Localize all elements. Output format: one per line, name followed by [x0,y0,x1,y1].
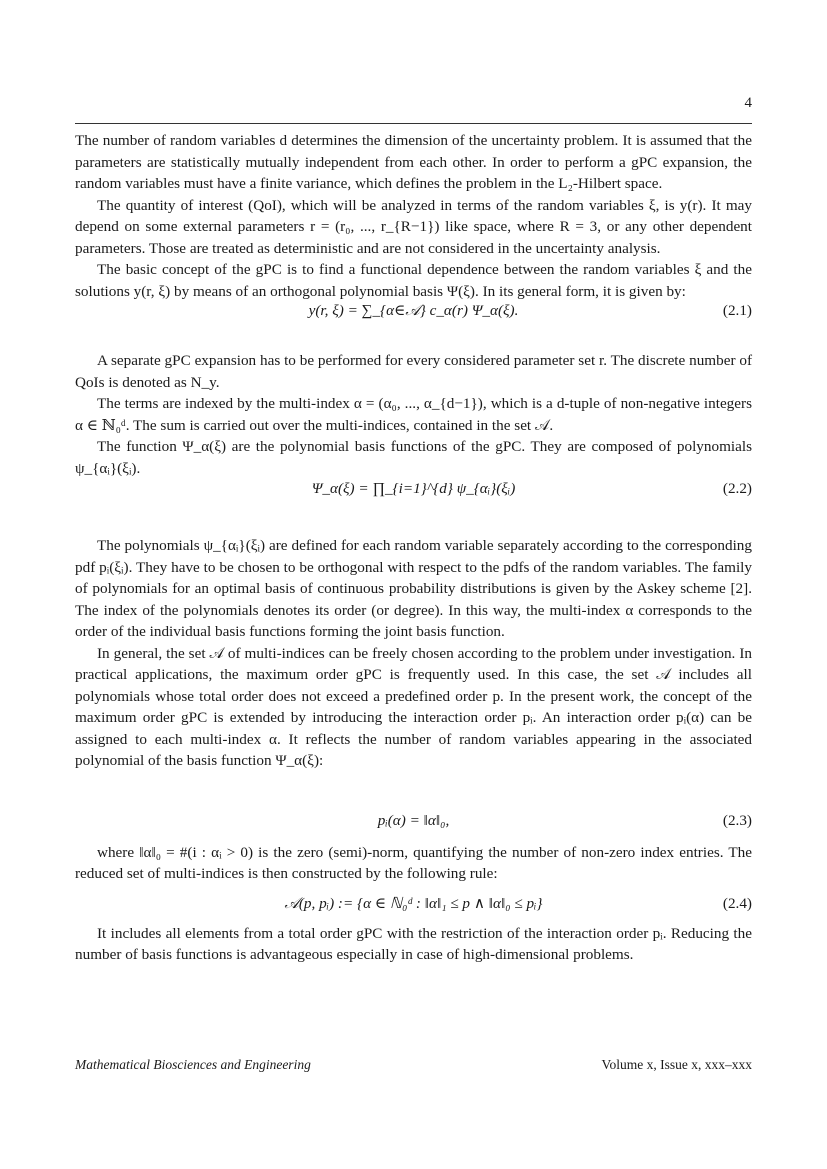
equation-2-2 [75,479,752,535]
equation-2-1 [75,300,752,350]
paragraph-zero-norm: where ‖α‖₀ = #(i : αᵢ > 0) is the zero (semi)-norm, quantifying the number of non-zero index entries. The reduced set of multi-indices is then constructed by the following rule: [75,843,752,882]
equation-2-4 [75,893,752,923]
equation-body: Ψ_α(ξ) = ∏_{i=1}^{d} ψ_{αᵢ}(ξᵢ) [311,480,516,497]
equation-2-3 [75,772,752,842]
paragraph-total-order: It includes all elements from a total order gPC with the restriction of the interaction order pᵢ. Reducing the number of basis functions is advantageous especially in case of high-dimensional problems. [75,924,752,963]
equation-number: (2.4) [722,894,752,912]
page-number: 4 [744,95,752,111]
paragraph-polynomials: The polynomials ψ_{αᵢ}(ξᵢ) are defined for each random variable separately according to the corresponding pdf pᵢ(ξᵢ). They have to be chosen to be orthogonal with respect to the pdfs of the random variables. The family of polynomials for an optimal basis of continuous probability distributions is given by the Askey scheme [2]. The index of the polynomials denotes its order (or degree). In this way, the multi-index α corresponds to the order of the individual basis functions forming the joint basis function. [75,537,752,640]
footer-volume: Volume x, Issue x, xxx–xxx [601,1057,752,1072]
equation-number: (2.1) [722,302,752,319]
paragraph-qoi: The quantity of interest (QoI), which will be analyzed in terms of the random variables ξ, is y(r). It may depend on some external parameters r = (r₀, ..., r_{R−1}) like space, where R = 3, or any other dependent parameters. Those are treated as deterministic and are not considered in the uncertainty analysis. [75,196,752,257]
equation-body: 𝒜(p, pᵢ) := {α ∈ ℕ₀ᵈ : ‖α‖₁ ≤ p ∧ ‖α‖₀ ≤ pᵢ} [284,894,543,912]
paragraph-variables: The number of random variables d determines the dimension of the uncertainty problem. It is assumed that the parameters are statistically mutually independent from each other. In order to perform a gPC expansion, the random variables must have a finite variance, which defines the problem in the L₂-Hilbert space. [75,132,752,192]
equation-number: (2.2) [722,480,752,497]
paragraph-set-a: In general, the set 𝒜 of multi-indices can be freely chosen according to the problem under investigation. In practical applications, the maximum order gPC is frequently used. In this case, the set 𝒜 includes all polynomials whose total order does not exceed a predefined order p. In the present work, the concept of the maximum order gPC is extended by introducing the interaction order pᵢ. An interaction order pᵢ(α) can be assigned to each multi-index α. It reflects the number of random variables appearing in the associated polynomial of the basis function Ψ_α(ξ): [75,644,752,769]
paragraph-basis-functions: The function Ψ_α(ξ) are the polynomial basis functions of the gPC. They are composed of polynomials ψ_{αᵢ}(ξᵢ). [75,438,752,477]
equation-body: pᵢ(α) = ‖α‖₀, [377,811,450,829]
paragraph-separate-expansion: A separate gPC expansion has to be performed for every considered parameter set r. The discrete number of QoIs is denoted as N_y. [75,352,752,391]
paragraph-basic-concept: The basic concept of the gPC is to find a functional dependence between the random variables ξ and the solutions y(r, ξ) by means of an orthogonal polynomial basis Ψ(ξ). In its general form, it is given by: [75,261,752,300]
header-rule [75,123,752,124]
main-content [75,130,752,966]
paragraph-multi-index: The terms are indexed by the multi-index α = (α₀, ..., α_{d−1}), which is a d-tuple of non-negative integers α ∈ ℕ₀ᵈ. The sum is carried out over the multi-indices, contained in the set 𝒜. [75,395,752,434]
footer-journal: Mathematical Biosciences and Engineering [75,1057,311,1072]
equation-body: y(r, ξ) = ∑_{α∈𝒜} c_α(r) Ψ_α(ξ). [308,302,519,319]
equation-number: (2.3) [722,811,752,829]
